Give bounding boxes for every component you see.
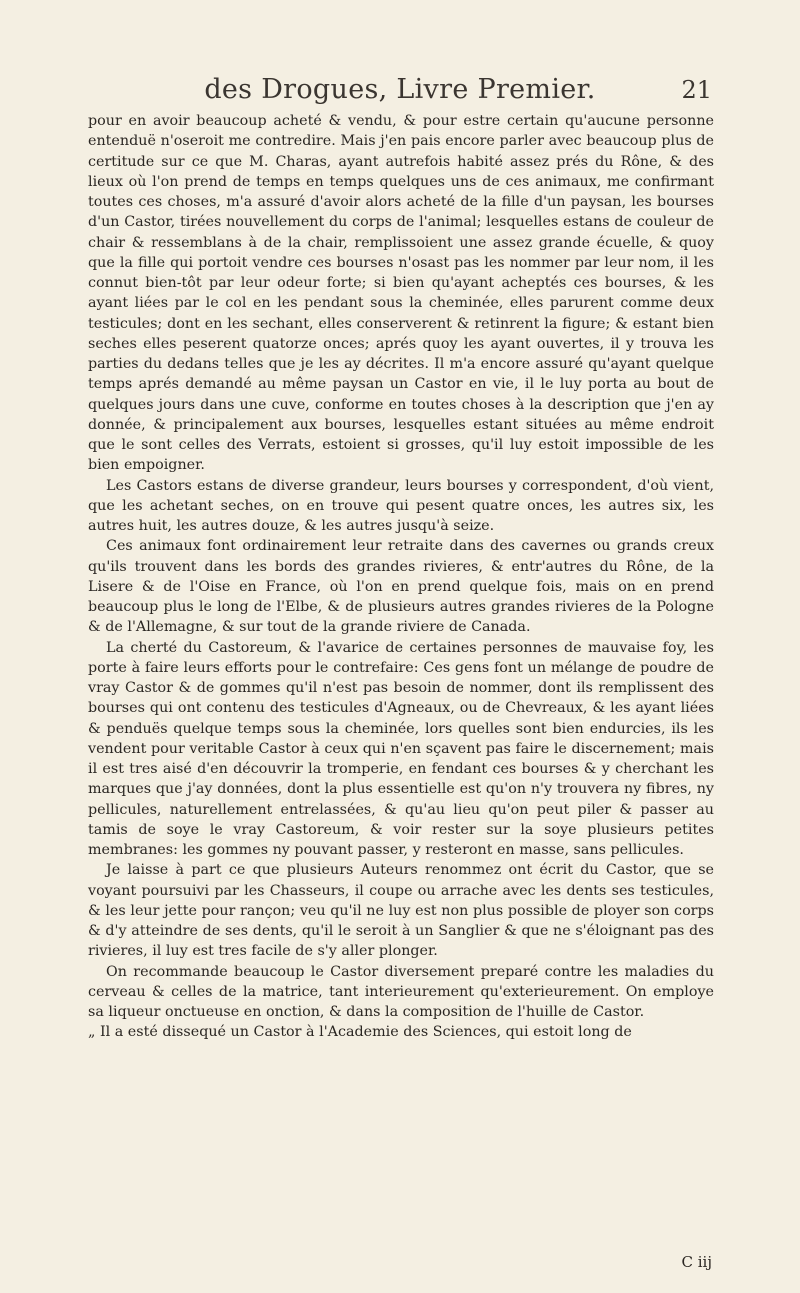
paragraph: Les Castors estans de diverse grandeur, leurs bourses y correspondent, d'où vient, que les achetant seches, on en trouve qui pesent quatre onces, les autres six, les autres huit, les autres douze, & les autres jusqu'à seize. [88, 477, 714, 534]
page-number: 21 [681, 76, 712, 104]
paragraph: On recommande beaucoup le Castor diversement preparé contre les maladies du cerveau & celles de la matrice, tant interieurement qu'exterieurement. On employe sa liqueur onctueuse en onction, & dans la composition de l'huille de Castor. [88, 963, 714, 1020]
signature-mark: C iij [681, 1253, 712, 1271]
paragraph: Je laisse à part ce que plusieurs Auteurs renommez ont écrit du Castor, que se voyant poursuivi par les Chasseurs, il coupe ou arrache avec les dents ses testicules, & les leur jette pour rançon; veu qu'il ne luy est non plus possible de ployer son corps & d'y atteindre de ses dents, qu'il le seroit à un Sanglier & que ne s'éloignant pas des rivieres, il luy est tres facile de s'y aller plonger. [88, 862, 714, 960]
paragraph: Ces animaux font ordinairement leur retraite dans des cavernes ou grands creux qu'ils trouvent dans les bords des grandes rivieres, & entr'autres du Rône, de la Lisere & de l'Oise en France, où l'on en prend quelque fois, mais on en prend beaucoup plus le long de l'Elbe, & de plusieurs autres grandes rivieres de la Pologne & de l'Allemagne, & sur tout de la grande riviere de Canada. [88, 538, 714, 636]
paragraph: La cherté du Castoreum, & l'avarice de certaines personnes de mauvaise foy, les porte à faire leurs efforts pour le contrefaire: Ces gens font un mélange de poudre de vray Castor & de gommes qu'il n'est pas besoin de nommer, dont ils remplissent des bourses qui ont contenu des testicules d'Agneaux, ou de Chevreaux, & les ayant liées & penduës quelque temps sous la cheminée, lors quelles sont bien endurcies, ils les vendent pour veritable Castor à ceux qui n'en sçavent pas faire le discernement; mais il est tres aisé d'en découvrir la tromperie, en fendant ces bourses & y cherchant les marques que j'ay données, dont la plus essentielle est qu'on n'y trouvera ny fibres, ny pellicules, naturellement entrelassées, & qu'au lieu qu'on peut piler & passer au tamis de soye le vray Castoreum, & voir rester sur la soye plusieurs petites membranes: les gommes ny pouvant passer, y resteront en masse, sans pellicules. [88, 639, 714, 858]
page-header [88, 74, 712, 110]
paragraph: pour en avoir beaucoup acheté & vendu, & pour estre certain qu'aucune personne entenduë n'oseroit me contredire. Mais j'en pais encore parler avec beaucoup plus de certitude sur ce que M. Charas, ayant autrefois habité assez prés du Rône, & des lieux où l'on prend de temps en temps quelques uns de ces animaux, me confirmant toutes ces choses, m'a assuré d'avoir alors acheté de la fille d'un paysan, les bourses d'un Castor, tirées nouvellement du corps de l'animal; lesquelles estans de couleur de chair & ressemblans à de la chair, remplissoient une assez grande écuelle, & quoy que la fille qui portoit vendre ces bourses n'osast pas les nommer par leur nom, il les connut bien-tôt par leur odeur forte; si bien qu'ayant acheptés ces bourses, & les ayant liées par le col en les pendant sous la cheminée, elles parurent comme deux testicules; dont en les sechant, elles conserverent & retinrent la figure; & estant bien seches elles peserent quatorze onces; aprés quoy les ayant ouvertes, il y trouva les parties du dedans telles que je les ay décrites. Il m'a encore assuré qu'ayant quelque temps aprés demandé au même paysan un Castor en vie, il le luy porta au bout de quelques jours dans une cuve, conforme en toutes choses à la description que j'en ay donnée, & principalement aux bourses, lesquelles estant situées au même endroit que le sont celles des Verrats, estoient si grosses, qu'il luy estoit impossible de les bien empoigner. [88, 113, 714, 474]
body-text [88, 111, 714, 1043]
running-title: des Drogues, Livre Premier. [204, 74, 596, 105]
paragraph: „ Il a esté dissequé un Castor à l'Academie des Sciences, qui estoit long de [88, 1024, 632, 1041]
